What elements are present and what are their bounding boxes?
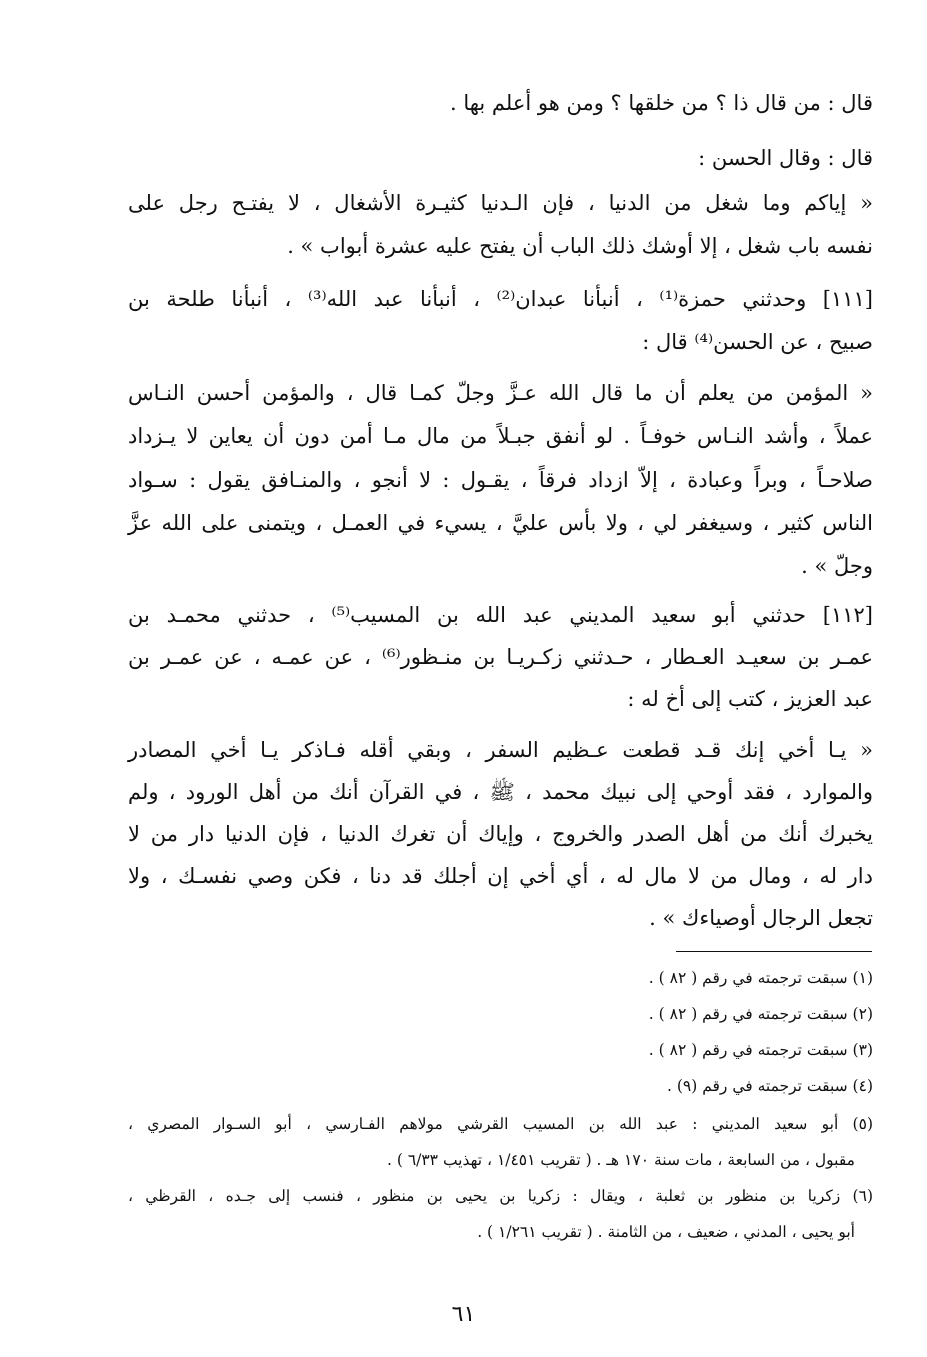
footnote-3: (٣) سبقت ترجمته في رقم ( ٨٢ ) .: [648, 1041, 873, 1059]
footnote-1: (١) سبقت ترجمته في رقم ( ٨٢ ) .: [648, 969, 873, 987]
footnote-4: (٤) سبقت ترجمته في رقم (٩) .: [666, 1077, 873, 1095]
text-line: عملاً ، وأشد النـاس خوفـاً . لو أنفق جبـلاً من مال مـا أمن دون أن يعاين لا يـزداد: [128, 424, 873, 448]
hadith-112-header: [١١٢] حدثني أبو سعيد المديني عبد الله بن المسيب⁽⁵⁾ ، حدثني محمـد بن: [128, 603, 873, 627]
text-line: « المؤمن من يعلم أن ما قال الله عـزَّ وجلّ كمـا قال ، والمؤمن أحسن النـاس: [128, 381, 873, 405]
text-line: قال : وقال الحسن :: [698, 146, 873, 170]
text-line: صلاحـاً ، وبراً وعبادة ، إلاّ ازداد فرقاً ، يقـول : لا أنجو ، والمنـافق يقول : سـواد: [128, 468, 873, 492]
footnote-6-cont: أبو يحيى ، المدني ، ضعيف ، من الثامنة . ( تقريب ١/٢٦١ ) .: [477, 1223, 855, 1241]
text-line: « يـا أخي إنك قـد قطعت عـظيم السفر ، وبقي أقله فـاذكر يـا أخي المصادر: [128, 738, 873, 762]
footnote-2: (٢) سبقت ترجمته في رقم ( ٨٢ ) .: [648, 1005, 873, 1023]
footnote-5-cont: مقبول ، من السابعة ، مات سنة ١٧٠ هـ . ( تقريب ١/٤٥١ ، تهذيب ٦/٣٣ ) .: [386, 1151, 855, 1169]
text-line: دار له ، ومال من لا مال له ، أي أخي إن أجلك قد دنا ، فكن وصي نفسـك ، ولا: [128, 864, 873, 888]
text-line: نفسه باب شغل ، إلا أوشك ذلك الباب أن يفتح عليه عشرة أبواب » .: [287, 234, 873, 258]
text-line: والموارد ، فقد أوحي إلى نبيك محمد ، ﷺ ، في القرآن أنك من أهل الورود ، ولم: [128, 780, 873, 804]
text-line: قال : من قال ذا ؟ من خلقها ؟ ومن هو أعلم بها .: [449, 91, 873, 115]
text-line: يخبرك أنك من أهل الصدر والخروج ، وإياك أن تغرك الدنيا ، فإن الدنيا دار من لا: [128, 822, 873, 846]
text-line: تجعل الرجال أوصياءك » .: [649, 906, 873, 930]
hadith-111-header: [١١١] وحدثني حمزة⁽¹⁾ ، أنبأنا عبدان⁽²⁾ ، أنبأنا عبد الله⁽³⁾ ، أنبأنا طلحة بن: [128, 287, 873, 311]
footnote-divider: [676, 951, 872, 952]
footnote-6: (٦) زكريا بن منظور بن ثعلبة ، ويقال : زكريا بن يحيى بن منظور ، فنسب إلى جـده ، القرظي ،: [128, 1187, 873, 1205]
text-line: صبيح ، عن الحسن⁽⁴⁾ قال :: [642, 330, 873, 354]
text-line: الناس كثير ، وسيغفر لي ، ولا بأس عليَّ ، يسيء في العمـل ، ويتمنى على الله عزَّ: [128, 511, 873, 535]
footnote-5: (٥) أبو سعيد المديني : عبد الله بن المسيب القرشي مولاهم الفـارسي ، أبو السـوار المصري ،: [128, 1115, 873, 1133]
text-line: عبد العزيز ، كتب إلى أخ له :: [627, 687, 873, 711]
text-line: عمـر بن سعيـد العـطار ، حـدثني زكـريـا بن منـظور⁽⁶⁾ ، عن عمـه ، عن عمـر بن: [128, 645, 874, 669]
page-number: ٦١: [451, 1302, 476, 1327]
text-line: « إياكم وما شغل من الدنيا ، فإن الـدنيا كثيـرة الأشغال ، لا يفتـح رجل على: [128, 191, 873, 215]
text-line: وجلّ » .: [801, 554, 873, 578]
